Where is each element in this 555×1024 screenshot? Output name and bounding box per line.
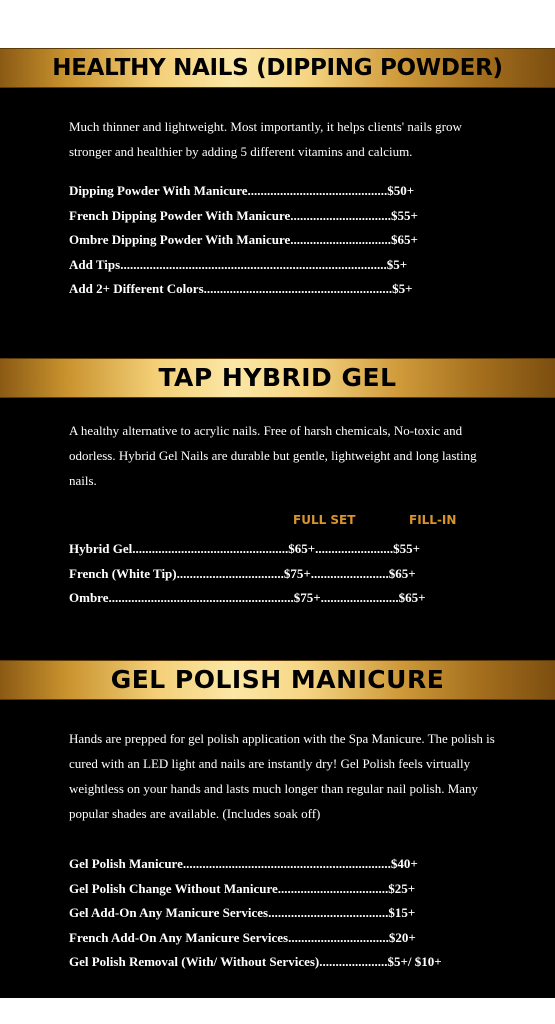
service-name: Ombre <box>69 590 109 605</box>
service-name: Dipping Powder With Manicure <box>69 183 248 198</box>
section-banner <box>0 48 555 88</box>
service-name: Gel Add-On Any Manicure Services <box>69 905 269 920</box>
dot-leader: ......................................................... <box>108 590 294 605</box>
service-list <box>69 852 489 975</box>
service-name: French (White Tip) <box>69 565 177 581</box>
fill-in-price: $55+ <box>393 541 421 556</box>
full-set-price: $75+ <box>293 590 321 605</box>
service-name: Add 2+ Different Colors <box>69 281 204 296</box>
service-row <box>69 277 489 302</box>
column-header-fill-in: FILL-IN <box>409 513 457 527</box>
service-row <box>69 586 489 611</box>
dot-leader: ............................... <box>290 207 392 223</box>
service-price: $5+ <box>392 281 413 296</box>
dot-leader: ..................................... <box>268 905 389 920</box>
dot-leader: ..................... <box>319 954 388 969</box>
section-title: TAP HYBRID GEL <box>158 363 397 392</box>
dot-leader: ............................... <box>288 929 389 945</box>
service-name: Hybrid Gel <box>69 541 133 556</box>
dot-leader: .......................................................... <box>203 281 393 296</box>
service-price: $40+ <box>390 856 418 871</box>
service-name: Add Tips <box>69 256 121 272</box>
service-price: $25+ <box>388 880 416 896</box>
full-set-price: $65+ <box>288 541 316 556</box>
service-price: $5+/ $10+ <box>387 954 442 969</box>
service-name: Gel Polish Change Without Manicure <box>69 880 278 896</box>
dot-leader: .................................................................................. <box>120 256 387 272</box>
service-name: French Add-On Any Manicure Services <box>69 929 289 945</box>
section-title: HEALTHY NAILS (DIPPING POWDER) <box>52 55 503 81</box>
section-banner <box>0 358 555 398</box>
service-row <box>69 179 489 204</box>
service-row <box>69 204 489 229</box>
column-header-full-set: FULL SET <box>293 513 356 527</box>
service-name: Ombre Dipping Powder With Manicure <box>69 232 291 247</box>
dot-leader: ........................................... <box>247 183 388 198</box>
service-price: $15+ <box>388 905 416 920</box>
dot-leader: ........................ <box>315 541 394 556</box>
service-list <box>69 179 489 302</box>
dot-leader: ........................ <box>310 565 389 581</box>
service-price: $5+ <box>386 256 408 272</box>
section-description: Much thinner and lightweight. Most importantly, it helps clients' nails grow stronger and healthier by adding 5 different vitamins and calcium. <box>69 119 462 159</box>
dot-leader: ................................................ <box>132 541 289 556</box>
service-row <box>69 228 489 253</box>
section-title: GEL POLISH MANICURE <box>110 665 445 694</box>
section-hybrid-gel <box>0 358 555 660</box>
dot-leader: ................................. <box>176 565 284 581</box>
service-price: $50+ <box>387 183 415 198</box>
section-description: A healthy alternative to acrylic nails. Free of harsh chemicals, No-toxic and odorless. Hybrid Gel Nails are durable but gentle, lightweight and long lasting nails. <box>69 423 477 488</box>
fill-in-price: $65+ <box>388 565 416 581</box>
section-dipping-powder <box>0 48 555 358</box>
dot-leader: ............................... <box>290 232 392 247</box>
section-banner <box>0 660 555 700</box>
service-row <box>69 852 489 877</box>
service-row <box>69 901 489 926</box>
service-row <box>69 562 489 587</box>
dot-leader: .................................. <box>277 880 389 896</box>
service-row <box>69 877 489 902</box>
service-row <box>69 926 489 951</box>
dot-leader: ........................ <box>320 590 399 605</box>
section-description: Hands are prepped for gel polish application with the Spa Manicure. The polish is cured with an LED light and nails are instantly dry! Gel Polish feels virtually weightless on your hands and lasts much longer than regular nail polish. Many popular shades are available. (Includes soak off) <box>69 731 495 821</box>
dot-leader: ................................................................ <box>182 856 391 871</box>
service-price: $55+ <box>391 207 418 223</box>
service-name: Gel Polish Manicure <box>69 856 183 871</box>
full-set-price: $75+ <box>283 565 311 581</box>
service-name: Gel Polish Removal (With/ Without Services) <box>69 954 320 969</box>
service-price: $20+ <box>388 929 416 945</box>
service-row <box>69 950 489 975</box>
section-gel-polish-manicure <box>0 660 555 998</box>
service-row <box>69 253 489 278</box>
service-row <box>69 537 489 562</box>
column-headers <box>0 513 555 529</box>
service-list <box>69 537 489 611</box>
service-name: French Dipping Powder With Manicure <box>69 207 291 223</box>
fill-in-price: $65+ <box>398 590 426 605</box>
service-price: $65+ <box>391 232 418 247</box>
